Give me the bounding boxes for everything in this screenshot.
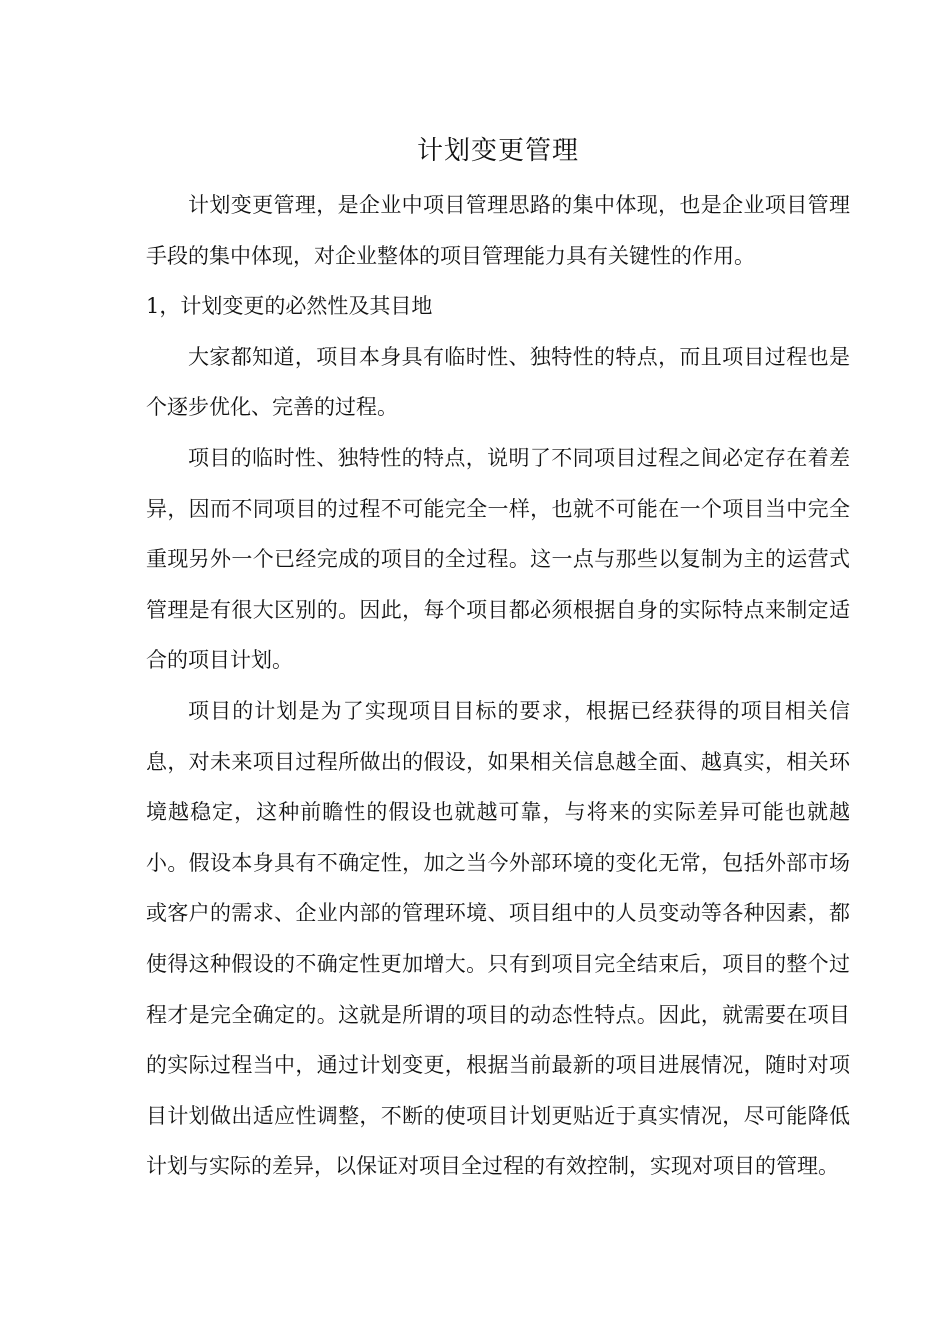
document-content [146,126,850,1192]
paragraph-characteristics: 大家都知道，项目本身具有临时性、独特性的特点，而且项目过程也是个逐步优化、完善的过程。 [146,344,850,420]
document-title: 计划变更管理 [416,136,579,166]
paragraph-intro: 计划变更管理，是企业中项目管理思路的集中体现，也是企业项目管理手段的集中体现，对企业整体的项目管理能力具有关键性的作用。 [146,193,850,268]
section-heading: 1，计划变更的必然性及其目地 [146,294,433,319]
paragraph-differences: 项目的临时性、独特性的特点，说明了不同项目过程之间必定存在着差异，因而不同项目的过程不可能完全一样，也就不可能在一个项目当中完全重现另外一个已经完成的项目的全过程。这一点与那些以复制为主的运营式管理是有很大区别的。因此，每个项目都必须根据自身的实际特点来制定适合的项目计划。 [146,445,850,673]
paragraph-planning: 项目的计划是为了实现项目目标的要求，根据已经获得的项目相关信息，对未来项目过程所做出的假设，如果相关信息越全面、越真实，相关环境越稳定，这种前瞻性的假设也就越可靠，与将来的实际差异可能也就越小。假设本身具有不确定性，加之当今外部环境的变化无常，包括外部市场或客户的需求、企业内部的管理环境、项目组中的人员变动等各种因素，都使得这种假设的不确定性更加增大。只有到项目完全结束后，项目的整个过程才是完全确定的。这就是所谓的项目的动态性特点。因此，就需要在项目的实际过程当中，通过计划变更，根据当前最新的项目进展情况，随时对项目计划做出适应性调整，不断的使项目计划更贴近于真实情况，尽可能降低计划与实际的差异，以保证对项目全过程的有效控制，实现对项目的管理。 [146,698,850,1179]
